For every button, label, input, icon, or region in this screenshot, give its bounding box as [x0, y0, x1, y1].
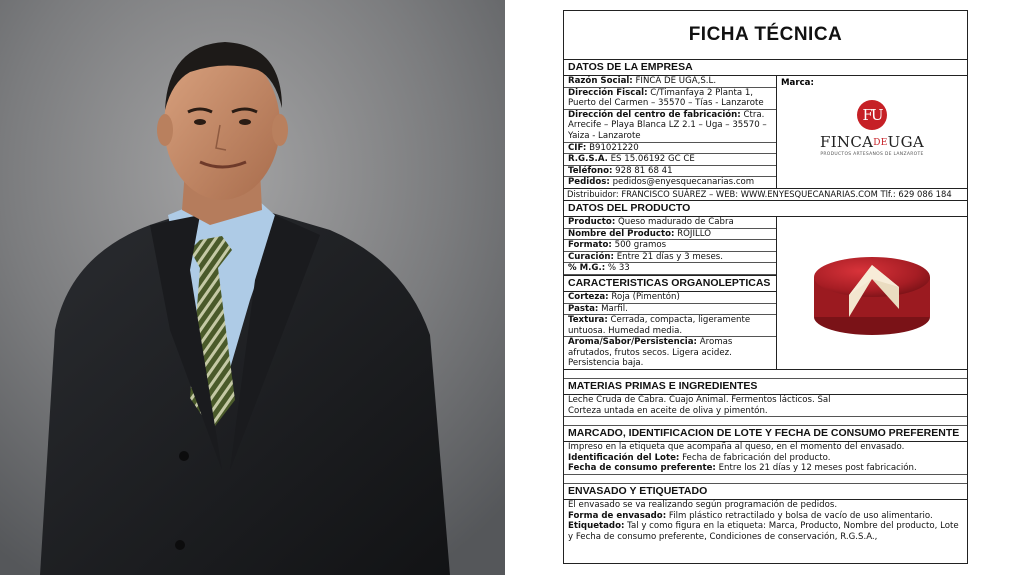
- corteza-row: Corteza: Roja (Pimentón): [564, 292, 776, 304]
- materias-line-2: Corteza untada en aceite de oliva y pimentón.: [568, 405, 768, 416]
- marcado-block: [564, 442, 967, 475]
- section-heading-marcado: MARCADO, IDENTIFICACION DE LOTE Y FECHA DE CONSUMO PREFERENTE: [564, 426, 967, 442]
- spacer-row: [564, 370, 967, 379]
- section-heading-materias: MATERIAS PRIMAS E INGREDIENTES: [564, 379, 967, 395]
- marca-label: Marca:: [781, 78, 814, 88]
- lote-row: Identificación del Lote: Fecha de fabricación del producto.: [568, 452, 831, 463]
- company-block: [564, 76, 967, 189]
- cheese-wheel-image: [777, 217, 967, 367]
- marcado-line-1: Impreso en la etiqueta que acompaña al queso, en el momento del envasado.: [568, 442, 905, 453]
- spacer-row: [564, 417, 967, 426]
- brand-cell: [777, 76, 967, 188]
- technical-sheet: [563, 10, 968, 564]
- logo-mark-icon: FU: [857, 100, 887, 130]
- portrait-photo: [0, 0, 505, 575]
- spacer-row: [564, 475, 967, 484]
- pedidos-row: Pedidos: pedidos@enyesquecanarias.com: [568, 177, 755, 188]
- razon-social-row: Razón Social: FINCA DE UGA,S.L.: [564, 76, 776, 88]
- materias-block: [564, 395, 967, 417]
- distribuidor-row: Distribuidor: FRANCISCO SUÁREZ – WEB: WWW.ENYESQUECANARIAS.COM Tlf.: 629 086 184: [564, 189, 967, 201]
- forma-envasado-row: Forma de envasado: Film plástico retractilado y bolsa de vacío de uso alimentario. Etiquetado: Tal y como figura en la etiqueta: Marca, Producto, Nombre del producto, Lote y Fecha de consumo preferente, Condiciones de conservación, R.G.S.A.,: [568, 510, 959, 542]
- document-title: FICHA TÉCNICA: [564, 11, 967, 60]
- cheese-image-cell: [777, 217, 967, 369]
- formato-row: Formato: 500 gramos: [564, 240, 776, 252]
- logo-tagline: PRODUCTOS ARTESANOS DE LANZAROTE: [820, 152, 924, 157]
- direccion-centro-row: Dirección del centro de fabricación: Ctra. Arrecife – Playa Blanca LZ 2.1 – Uga – 35570 – Yaiza - Lanzarote: [564, 110, 776, 143]
- pasta-row: Pasta: Marfil.: [564, 304, 776, 316]
- direccion-fiscal-row: Dirección Fiscal: C/Timanfaya 2 Planta 1, Puerto del Carmen – 35570 – Tías - Lanzarote: [564, 88, 776, 110]
- materias-line-1: Leche Cruda de Cabra. Cuajo Animal. Fermentos lácticos. Sal: [568, 395, 831, 406]
- product-details: [564, 217, 777, 369]
- product-block: [564, 217, 967, 370]
- section-heading-envasado: ENVASADO Y ETIQUETADO: [564, 484, 967, 500]
- curacion-row: Curación: Entre 21 días y 3 meses.: [564, 252, 776, 264]
- nombre-producto-row: Nombre del Producto: ROJILLO: [564, 229, 776, 241]
- rgsa-row: R.G.S.A. ES 15.06192 GC CE: [564, 154, 776, 166]
- cif-row: CIF: B91021220: [564, 143, 776, 155]
- section-heading-organolepticas: CARACTERISTICAS ORGANOLEPTICAS: [564, 275, 776, 292]
- materia-grasa-row: % M.G.: % 33: [564, 263, 776, 275]
- logo-name: FINCADEUGA: [819, 133, 925, 151]
- finca-de-uga-logo: [777, 100, 967, 157]
- telefono-row: Teléfono: 928 81 68 41: [564, 166, 776, 178]
- aroma-row: Aroma/Sabor/Persistencia: Aromas afrutados, frutos secos. Ligera acidez. Persistencia baja.: [568, 337, 733, 369]
- producto-row: Producto: Queso madurado de Cabra: [564, 217, 776, 229]
- company-details: [564, 76, 777, 188]
- fecha-consumo-row: Fecha de consumo preferente: Entre los 21 días y 12 meses post fabricación.: [568, 463, 917, 474]
- section-heading-producto: DATOS DEL PRODUCTO: [564, 201, 967, 217]
- envasado-block: [564, 500, 967, 542]
- portrait-illustration: [0, 0, 505, 575]
- section-heading-empresa: DATOS DE LA EMPRESA: [564, 60, 967, 76]
- textura-row: Textura: Cerrada, compacta, ligeramente untuosa. Humedad media.: [564, 315, 776, 337]
- envasado-line-1: El envasado se va realizando según programación de pedidos.: [568, 500, 838, 511]
